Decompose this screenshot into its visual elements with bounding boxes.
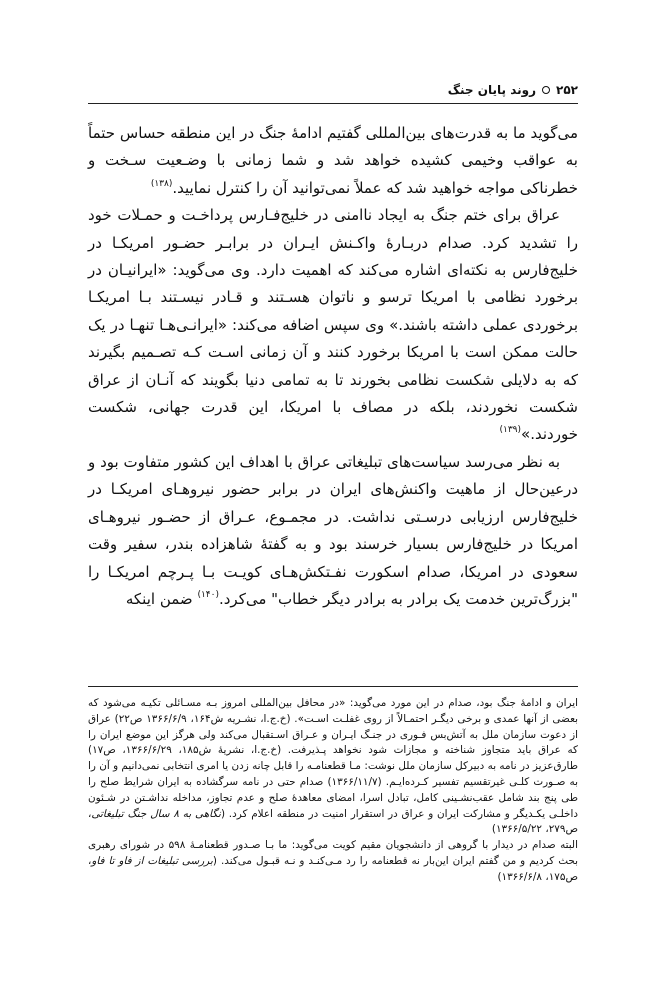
footnotes (88, 696, 578, 886)
running-title: روند پایان جنگ (447, 83, 537, 97)
paragraph-3 (88, 449, 578, 613)
footnote-continued (88, 696, 578, 838)
circle-separator-icon (542, 86, 550, 94)
main-text (88, 120, 578, 613)
page-number: ۲۵۲ (556, 83, 578, 97)
header-divider (88, 103, 578, 104)
paragraph-1-text: می‌گوید ما به قدرت‌های بین‌المللی گفتیم ادامهٔ جنگ در این منطقه حساس حتماً به عواقب وخیمی کشیده خواهد شد و شما زمانی با وضـعیت سـخت و خطرناکی مواجه خواهید شد که عملاً نمی‌توانید آن را کنترل نمایید. (88, 124, 578, 197)
footnote-ref-140: (۱۴۰) (197, 589, 219, 600)
footnote-140-source-detail: ، ص۱۷۵، ۱۳۶۶/۶/۸) (88, 854, 578, 883)
paragraph-1 (88, 120, 578, 202)
paragraph-2-text: عراق برای ختم جنگ به ایجاد ناامنی در خلیج‌فـارس پرداخـت و حمـلات خود را تشدید کرد. صدام دربـارهٔ واکـنش ایـران در برابـر حضـور امریکـا در خلیج‌فارس به نکته‌ای اشاره می‌کند که اهمیت دارد. وی می‌گوید: «ایرانیـان در برخورد نظامی با امریکا ترسو و ناتوان هسـتند و قـادر نیسـتند بـا امریکـا برخوردی عملی داشته باشند.» وی سپس اضافه می‌کند: «ایرانـی‌هـا تنهـا در یک حالت ممکن است با امریکا برخورد کنند و آن زمانی اسـت کـه تصـمیم بگیرند که به دلایلی شکست نظامی بخورند تا به تمامی دنیا بگویند که آنـان از عراق شکست نخوردند، بلکه در مصاف با امریکا، این قدرت جهانی، شکست خوردند.» (88, 206, 578, 444)
footnote-divider (88, 686, 578, 687)
paragraph-2 (88, 202, 578, 449)
footnote-140 (88, 838, 578, 885)
footnote-source-detail: ، ص۲۷۹، ۱۳۶۶/۵/۲۲) (88, 807, 578, 836)
footnote-140-text: البته صدام در دیدار با گروهی از دانشجویان مقیم کویت می‌گوید: ما بـا صـدور قطعنامـهٔ ۵۹۸ در شورای رهبری بحث کردیم و من گفتم ایران این‌بار نه قطعنامه را رد مـی‌کنـد و نـه قبـول می‌کند. (88, 839, 578, 867)
footnote-source-title: نگاهی به ۸ سال جنگ تبلیغاتی (91, 807, 221, 820)
footnote-ref-138: (۱۳۸) (150, 178, 173, 189)
page-header (88, 79, 578, 101)
paragraph-3-tail: ضمن اینکه (125, 589, 193, 608)
paragraph-3-text: به نظر می‌رسد سیاست‌های تبلیغاتی عراق با اهداف این کشور متفاوت بود و درعین‌حال از ماهیت واکنش‌های ایران در برابر حضور نیروهـای امریکـا در خلیج‌فارس ارزیابی درسـتی نداشت. در مجمـوع، عـراق از حضـور نیروهـای امریکا در خلیج‌فارس بسیار خرسند بود و به گفتهٔ شاهزاده بندر، سفیر وقت سعودی در امریکا، صدام اسکورت نفـتکش‌هـای کویـت بـا پـرچم امریکـا را "بزرگ‌ترین خدمت یک برادر به برادر دیگر خطاب" می‌کرد. (88, 452, 578, 608)
footnote-source-open: ( (220, 807, 225, 820)
footnote-140-source-title: بررسی تبلیغات از فاو تا فاو (91, 854, 213, 867)
footnote-continued-text: ایران و ادامهٔ جنگ بود، صدام در این مورد می‌گوید: «در محافل بین‌المللی امروز بـه مسـائلی تکیـه می‌شود که بعضی از آنها عمدی و برخی دیگـر احتمـالاً از روی غفلـت اسـت». (خ.ج.ا، نشـریه ش۱۶۴، ۱۳۶۶/۶/۹ ص۲۲) عراق از دعوت سازمان ملل به آتش‌بس فـوری در جنـگ ایـران و عـراق اسـتقبال می‌کند ولی هرگز این موضع ایران را که عراق باید متجاوز شناخته و مجازات شود نخواهد پـذیرفت. (خ.ج.ا، نشریهٔ ش۱۸۵، ۱۳۶۶/۶/۲۹، ص۱۷) طارق‌عزیز در نامه به دبیرکل سازمان ملل نوشت: مـا قطعنامـه را قابل چانه زدن یا امری انتخابی نمی‌دانیم و آن را به صـورت کلـی غیرتقسیم تفسیر کـرده‌ایـم. (۱۳۶۶/۱۱/۷) صدام حتی در نامه سرگشاده به ایران شرایط صلح را طی پنج بند شامل عقب‌نشـینی کامل، تبادل اسرا، امضای معاهدهٔ صلح و عدم تجاوز، مداخله نداشـتن در شـئون داخلـی یکـدیگر و مشارکت ایران و عراق در استقرار امنیت در منطقه اعلام کرد. (88, 697, 579, 820)
footnote-140-source-open: ( (212, 854, 217, 867)
footnote-ref-139: (۱۳۹) (499, 425, 522, 436)
